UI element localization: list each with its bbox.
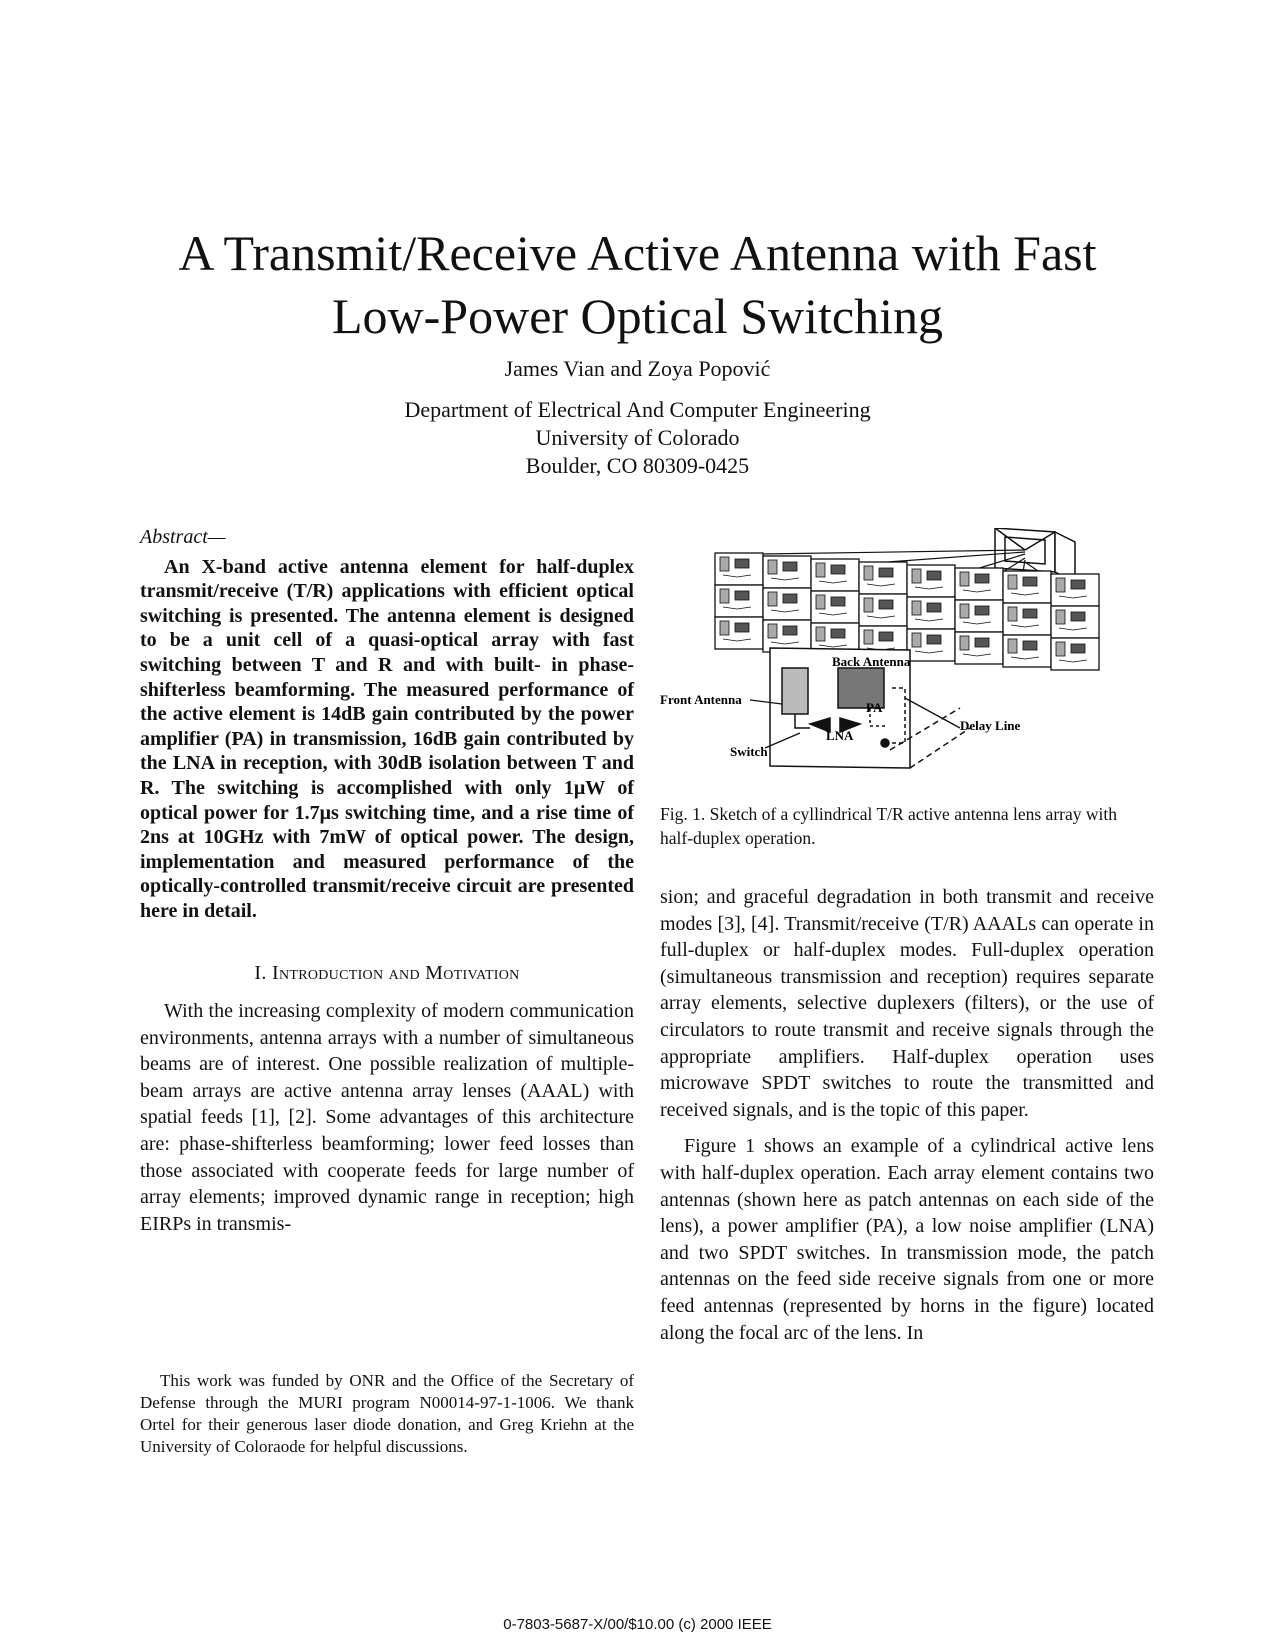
right-paragraph-continued: sion; and graceful degradation in both transmit and receive modes [3], [4]. Transmit/receive (T/R) AAALs can operate in full-duplex or half-duplex modes. Full-duplex operation (simultaneous transmission and reception) requires separate array elements, selective duplexers (filters), or the use of circulators to route transmit and receive signals through the appropriate amplifiers. Half-duplex operation uses microwave SPDT switches to route the transmitted and received signals, and is the topic of this paper.	[660, 886, 1154, 1121]
cell-patch-icon	[768, 592, 777, 606]
cell-patch-icon	[960, 636, 969, 650]
figure-1	[660, 528, 1154, 798]
left-column	[140, 524, 634, 1247]
cell-chip-icon	[975, 606, 989, 615]
cell-chip-icon	[735, 591, 749, 600]
cell-patch-icon	[912, 601, 921, 615]
switch-label: Switch	[730, 744, 768, 759]
cell-patch-icon	[912, 633, 921, 647]
section-heading	[140, 960, 634, 987]
cell-chip-icon	[783, 594, 797, 603]
cell-patch-icon	[720, 589, 729, 603]
cell-chip-icon	[1071, 612, 1085, 621]
cell-chip-icon	[1023, 577, 1037, 586]
cell-chip-icon	[879, 632, 893, 641]
cell-chip-icon	[735, 559, 749, 568]
title-line-1: A Transmit/Receive Active Antenna with Fast	[178, 225, 1097, 281]
lna-label: LNA	[826, 728, 854, 743]
authors: James Vian and Zoya Popović	[504, 356, 771, 381]
cell-chip-icon	[735, 623, 749, 632]
cell-patch-icon	[960, 604, 969, 618]
cell-patch-icon	[960, 572, 969, 586]
cell-chip-icon	[1071, 644, 1085, 653]
cell-patch-icon	[816, 595, 825, 609]
cell-chip-icon	[927, 571, 941, 580]
cell-patch-icon	[864, 566, 873, 580]
delay-line-label: Delay Line	[960, 718, 1021, 733]
cell-chip-icon	[831, 597, 845, 606]
cell-patch-icon	[768, 560, 777, 574]
cell-patch-icon	[816, 627, 825, 641]
right-paragraph-figure: Figure 1 shows an example of a cylindrical active lens with half-duplex operation. Each array element contains two antennas (shown here as patch antennas on each side of the lens), a power amplifier (PA), a low noise amplifier (LNA) and two SPDT switches. In transmission mode, the patch antennas on the feed side receive signals from one or more feed antennas (represented by horns in the figure) located along the focal arc of the lens. In	[660, 1135, 1154, 1344]
copyright-footer: 0-7803-5687-X/00/$10.00 (c) 2000 IEEE	[503, 1616, 772, 1633]
funding-footnote: This work was funded by ONR and the Office of the Secretary of Defense through the MURI program N00014-97-1-1006. We thank Ortel for their generous laser diode donation, and Greg Kriehn at the University of Coloraode for helpful discussions.	[140, 1371, 634, 1456]
affiliation-university: University of Colorado	[535, 425, 740, 450]
cell-patch-icon	[1008, 607, 1017, 621]
antenna-array-sketch	[660, 528, 1154, 798]
front-patch-antenna	[782, 668, 808, 714]
cell-patch-icon	[816, 563, 825, 577]
cell-chip-icon	[831, 565, 845, 574]
cell-patch-icon	[1056, 578, 1065, 592]
figure-caption: Fig. 1. Sketch of a cyllindrical T/R active antenna lens array with half-duplex operation.	[660, 804, 1117, 848]
cell-chip-icon	[975, 638, 989, 647]
front-antenna-label: Front Antenna	[660, 692, 742, 707]
back-antenna-label: Back Antenna	[832, 654, 911, 669]
cell-chip-icon	[879, 568, 893, 577]
paper-title	[0, 222, 1275, 348]
abstract-text: An X-band active antenna element for half-duplex transmit/receive (T/R) applications with efficient optical switching is presented. The antenna element is designed to be a unit cell of a quasi-optical array with fast switching between T and R and with built- in phase-shifterless beamforming. The measured performance of the active element is 14dB gain contributed by the power amplifier (PA) in transmission, 16dB gain contributed by the LNA in reception, with 30dB isolation between T and R. The switching is accomplished with only 1μW of optical power for 1.7μs switching time, and a rise time of 2ns at 10GHz with 7mW of optical power. The design, implementation and measured performance of the optically-controlled transmit/receive circuit are presented here in detail.	[140, 555, 634, 922]
cell-patch-icon	[720, 557, 729, 571]
cell-patch-icon	[864, 598, 873, 612]
abstract-label: Abstract—	[140, 526, 226, 548]
cell-patch-icon	[1008, 639, 1017, 653]
cell-patch-icon	[1008, 575, 1017, 589]
cell-chip-icon	[831, 629, 845, 638]
cell-patch-icon	[1056, 642, 1065, 656]
cell-chip-icon	[783, 626, 797, 635]
pa-label: PA	[866, 700, 883, 715]
affiliation	[0, 396, 1275, 480]
cell-patch-icon	[912, 569, 921, 583]
cell-chip-icon	[1023, 641, 1037, 650]
title-line-2: Low-Power Optical Switching	[331, 288, 943, 344]
section-title: Introduction and Motivation	[271, 961, 520, 984]
cell-chip-icon	[783, 562, 797, 571]
intro-paragraph: With the increasing complexity of modern communication environments, antenna arrays with a number of simultaneous beams are of interest. One possible realization of multiple-beam arrays are active antenna array lenses (AAAL) with spatial feeds [1], [2]. Some advantages of this architecture are: phase-shifterless beamforming; lower feed losses than those associated with cooperate feeds for large number of array elements; improved dynamic range in reception; high EIRPs in transmis-	[140, 1000, 634, 1235]
cell-chip-icon	[927, 635, 941, 644]
cell-patch-icon	[720, 621, 729, 635]
affiliation-department: Department of Electrical And Computer Engineering	[404, 397, 871, 422]
cell-patch-icon	[1056, 610, 1065, 624]
cell-chip-icon	[975, 574, 989, 583]
cell-patch-icon	[768, 624, 777, 638]
cell-chip-icon	[879, 600, 893, 609]
cell-chip-icon	[927, 603, 941, 612]
cell-patch-icon	[864, 630, 873, 644]
right-column	[660, 884, 1154, 1356]
cell-chip-icon	[1023, 609, 1037, 618]
section-number: I.	[254, 961, 267, 984]
affiliation-address: Boulder, CO 80309-0425	[525, 453, 750, 478]
cell-chip-icon	[1071, 580, 1085, 589]
